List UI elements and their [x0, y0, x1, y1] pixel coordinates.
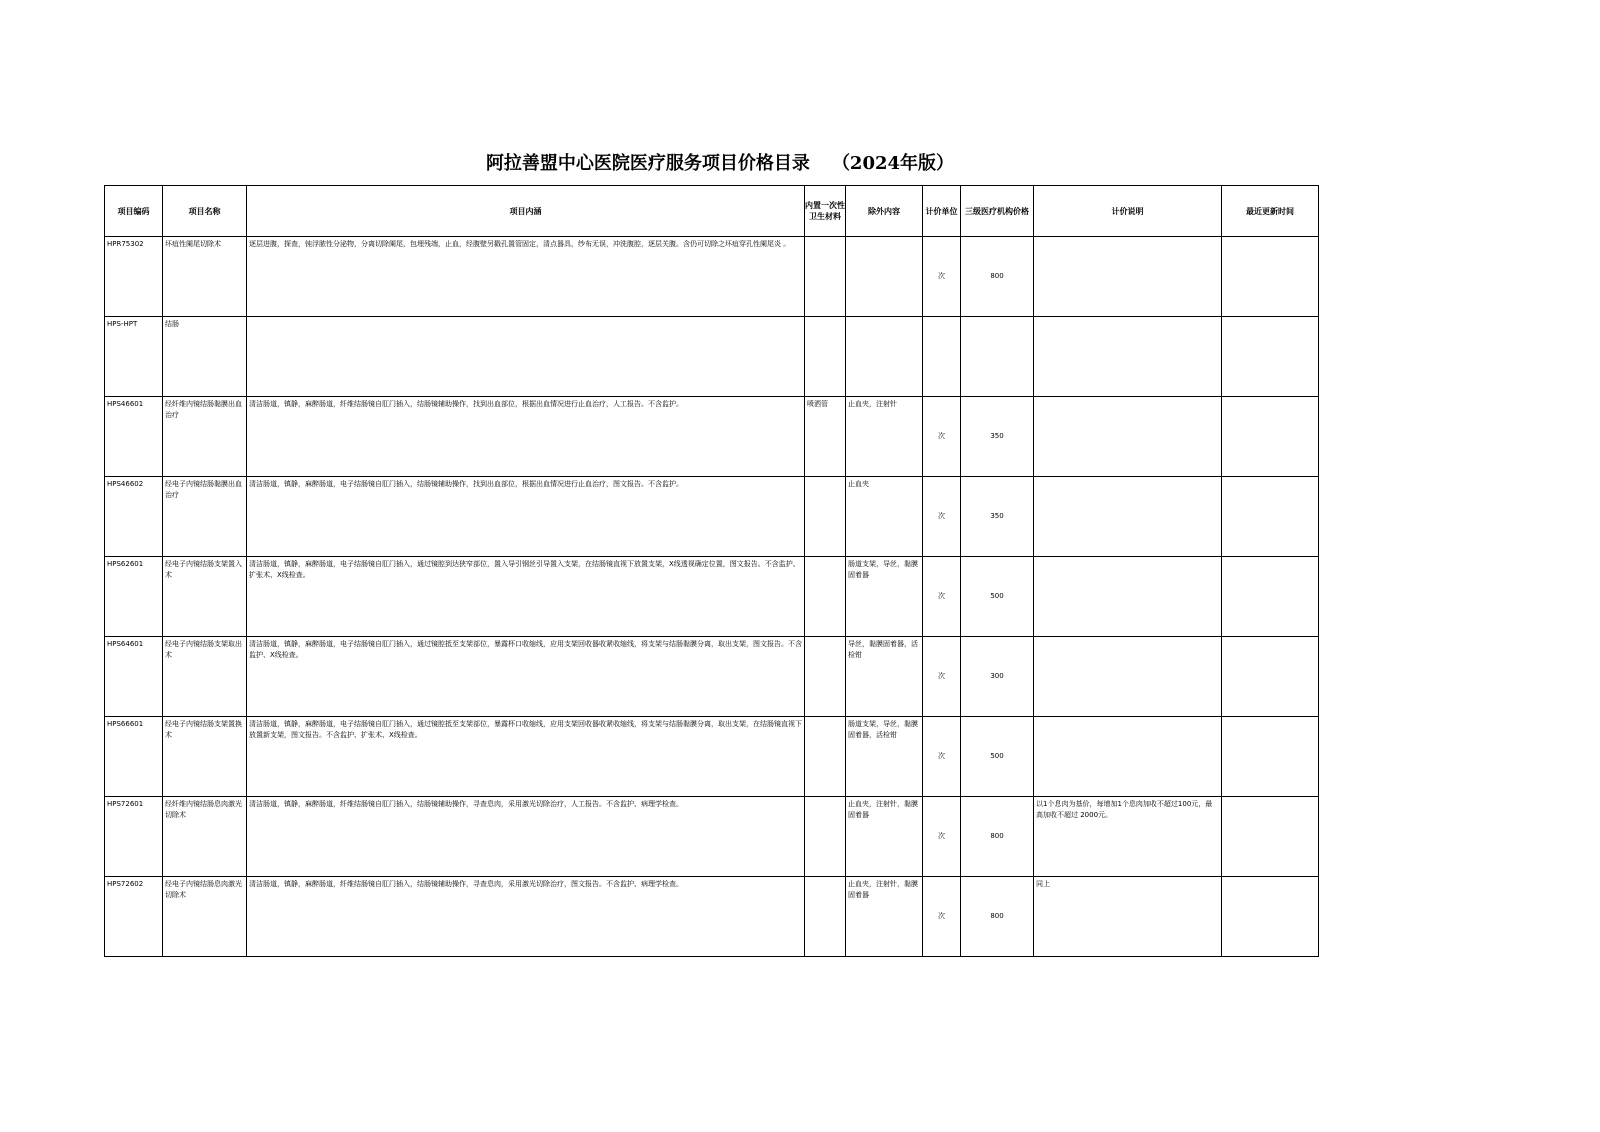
cell-note	[1034, 717, 1222, 797]
cell-price: 500	[961, 717, 1034, 797]
table-row	[105, 717, 1319, 797]
cell-note	[1034, 237, 1222, 317]
cell-content: 清洁肠道，镇静，麻醉肠道，电子结肠镜自肛门插入，通过镜腔到达狭窄部位，置入导引钢丝引导置入支架，在结肠镜直视下放置支架，X线透视确定位置，图文报告。不含监护、扩张术、X线检查。	[247, 557, 805, 637]
cell-note: 以1个息肉为基价，每增加1个息肉加收不超过100元，最高加收不超过 2000元。	[1034, 797, 1222, 877]
cell-updated	[1222, 557, 1319, 637]
cell-name: 经纤维内镜结肠黏膜出血治疗	[163, 397, 247, 477]
price-table	[104, 185, 1319, 957]
cell-excluded: 止血夹，注射针，黏膜固着器	[846, 877, 923, 957]
cell-unit: 次	[923, 237, 961, 317]
cell-excluded: 导丝，黏膜固着器，活检钳	[846, 637, 923, 717]
cell-material	[805, 877, 846, 957]
table-row	[105, 557, 1319, 637]
table-row	[105, 797, 1319, 877]
cell-price: 800	[961, 797, 1034, 877]
cell-code: HPR75302	[105, 237, 163, 317]
cell-content: 清洁肠道，镇静，麻醉肠道，纤维结肠镜自肛门插入，结肠镜辅助操作，寻查息肉，采用激光切除治疗，人工报告。不含监护、病理学检查。	[247, 797, 805, 877]
cell-note	[1034, 557, 1222, 637]
cell-name: 经电子内镜结肠支架置入术	[163, 557, 247, 637]
cell-price: 800	[961, 877, 1034, 957]
cell-unit: 次	[923, 477, 961, 557]
cell-excluded: 止血夹，注射针，黏膜固着器	[846, 797, 923, 877]
cell-excluded: 肠道支架，导丝，黏膜固着器，活检钳	[846, 717, 923, 797]
cell-price: 500	[961, 557, 1034, 637]
cell-material	[805, 637, 846, 717]
cell-unit: 次	[923, 717, 961, 797]
cell-updated	[1222, 797, 1319, 877]
col-header-code: 项目编码	[105, 186, 163, 237]
cell-excluded: 肠道支架，导丝，黏膜固着器	[846, 557, 923, 637]
table-row	[105, 237, 1319, 317]
header-row	[105, 186, 1319, 237]
cell-content: 清洁肠道，镇静，麻醉肠道，电子结肠镜自肛门插入，通过镜腔抵至支架部位，暴露杯口收缩线，应用支架回收器收紧收缩线，将支架与结肠黏膜分离，取出支架，图文报告。不含监护、X线检查。	[247, 637, 805, 717]
cell-code: HPS46601	[105, 397, 163, 477]
cell-code: HPS64601	[105, 637, 163, 717]
cell-updated	[1222, 237, 1319, 317]
col-header-material: 内置一次性卫生材料	[805, 186, 846, 237]
col-header-unit: 计价单位	[923, 186, 961, 237]
table-row	[105, 477, 1319, 557]
cell-material	[805, 317, 846, 397]
col-header-content: 项目内涵	[247, 186, 805, 237]
table-row	[105, 397, 1319, 477]
cell-updated	[1222, 637, 1319, 717]
cell-note	[1034, 477, 1222, 557]
cell-content: 清洁肠道，镇静，麻醉肠道，纤维结肠镜自肛门插入，结肠镜辅助操作，找到出血部位，根据出血情况进行止血治疗，人工报告。不含监护。	[247, 397, 805, 477]
cell-material	[805, 557, 846, 637]
cell-name: 经电子内镜结肠支架取出术	[163, 637, 247, 717]
cell-updated	[1222, 477, 1319, 557]
cell-name: 经电子内镜结肠息肉激光切除术	[163, 877, 247, 957]
cell-material	[805, 797, 846, 877]
cell-excluded: 止血夹	[846, 477, 923, 557]
cell-content: 清洁肠道，镇静，麻醉肠道，电子结肠镜自肛门插入，通过镜腔抵至支架部位，暴露杯口收缩线，应用支架回收器收紧收缩线，将支架与结肠黏膜分离，取出支架，在结肠镜直视下放置新支架，图文报告。不含监护、扩张术、X线检查。	[247, 717, 805, 797]
cell-updated	[1222, 717, 1319, 797]
table-row	[105, 317, 1319, 397]
cell-excluded	[846, 317, 923, 397]
col-header-excluded: 除外内容	[846, 186, 923, 237]
cell-name: 经电子内镜结肠支架置换术	[163, 717, 247, 797]
cell-name: 经纤维内镜结肠息肉激光切除术	[163, 797, 247, 877]
cell-price: 300	[961, 637, 1034, 717]
cell-name: 坏疽性阑尾切除术	[163, 237, 247, 317]
table-row	[105, 637, 1319, 717]
cell-unit: 次	[923, 557, 961, 637]
cell-note: 同上	[1034, 877, 1222, 957]
cell-material	[805, 717, 846, 797]
cell-content: 逐层进腹，探查，钝浮脓性分泌物，分离切除阑尾，包埋残端，止血，经腹壁另戳孔置管固定，清点器具，纱布无误，冲洗腹腔，逐层关腹。含仍可切除之坏疽穿孔性阑尾炎 。	[247, 237, 805, 317]
cell-note	[1034, 397, 1222, 477]
cell-code: HPS-HPT	[105, 317, 163, 397]
cell-material: 喷洒管	[805, 397, 846, 477]
cell-code: HPS62601	[105, 557, 163, 637]
cell-note	[1034, 317, 1222, 397]
edition-text: （2024年版）	[831, 153, 955, 174]
cell-code: HPS46602	[105, 477, 163, 557]
cell-unit	[923, 317, 961, 397]
cell-material	[805, 477, 846, 557]
cell-code: HPS72601	[105, 797, 163, 877]
document-title	[0, 149, 1440, 175]
cell-price: 800	[961, 237, 1034, 317]
cell-unit: 次	[923, 397, 961, 477]
cell-code: HPS72602	[105, 877, 163, 957]
cell-content	[247, 317, 805, 397]
cell-price: 350	[961, 477, 1034, 557]
cell-material	[805, 237, 846, 317]
cell-unit: 次	[923, 797, 961, 877]
cell-note	[1034, 637, 1222, 717]
cell-excluded: 止血夹，注射针	[846, 397, 923, 477]
cell-updated	[1222, 317, 1319, 397]
cell-name: 经电子内镜结肠黏膜出血治疗	[163, 477, 247, 557]
col-header-updated: 最近更新时间	[1222, 186, 1319, 237]
cell-price	[961, 317, 1034, 397]
title-text: 阿拉善盟中心医院医疗服务项目价格目录	[485, 153, 810, 174]
cell-excluded	[846, 237, 923, 317]
cell-updated	[1222, 397, 1319, 477]
cell-unit: 次	[923, 877, 961, 957]
col-header-price: 三级医疗机构价格	[961, 186, 1034, 237]
cell-name: 结肠	[163, 317, 247, 397]
col-header-name: 项目名称	[163, 186, 247, 237]
cell-unit: 次	[923, 637, 961, 717]
cell-updated	[1222, 877, 1319, 957]
cell-content: 清洁肠道，镇静，麻醉肠道，电子结肠镜自肛门插入，结肠镜辅助操作，找到出血部位，根据出血情况进行止血治疗，图文报告。不含监护。	[247, 477, 805, 557]
col-header-note: 计价说明	[1034, 186, 1222, 237]
table-row	[105, 877, 1319, 957]
cell-content: 清洁肠道，镇静，麻醉肠道，纤维结肠镜自肛门插入，结肠镜辅助操作，寻查息肉，采用激光切除治疗，图文报告。不含监护、病理学检查。	[247, 877, 805, 957]
cell-price: 350	[961, 397, 1034, 477]
cell-code: HPS66601	[105, 717, 163, 797]
